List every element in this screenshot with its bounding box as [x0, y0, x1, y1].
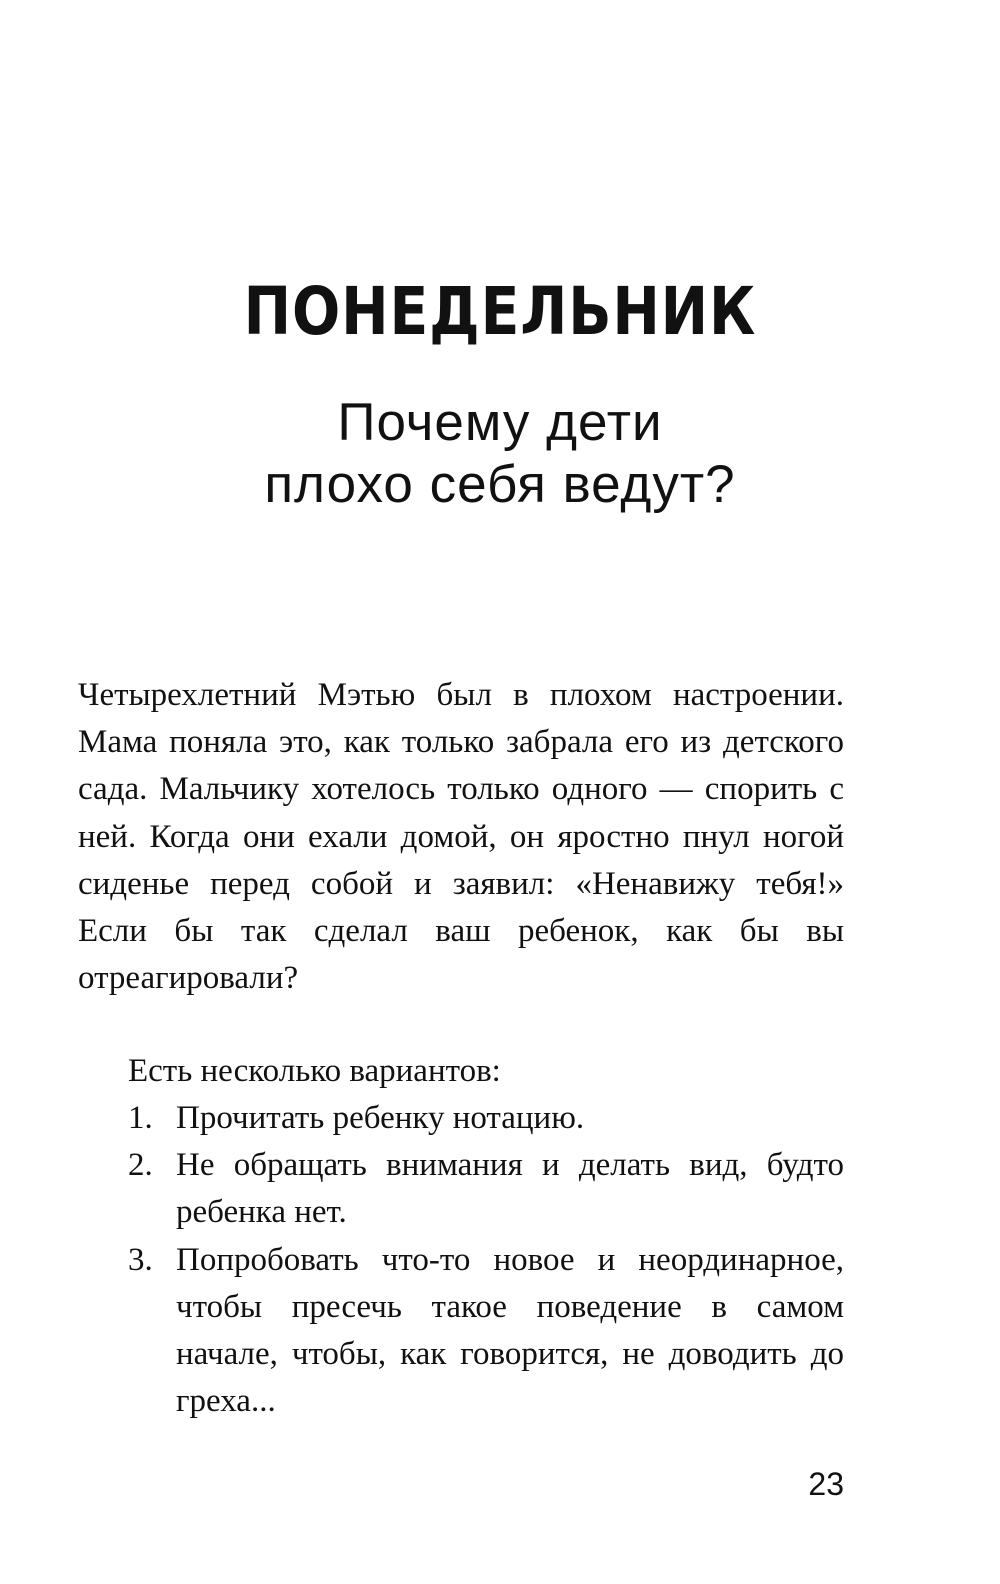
- list-item-number: 2.: [128, 1147, 153, 1184]
- subtitle-line-1: Почему дети: [337, 393, 663, 452]
- chapter-title: ПОНЕДЕЛЬНИК: [243, 273, 757, 350]
- options-lead: Есть несколько вариантов:: [128, 1053, 501, 1089]
- list-item-text: Прочитать ребенку нотацию.: [176, 1100, 585, 1136]
- list-item: [128, 1095, 844, 1142]
- options-list: [128, 1095, 844, 1425]
- page-number: 23: [808, 1466, 844, 1502]
- list-item-number: 1.: [128, 1100, 153, 1136]
- list-item-text: Попробовать что-то новое и неординарное, чтобы пресечь такое поведение в самом начале, чтобы, как говорится, не доводить до греха...: [176, 1241, 844, 1420]
- list-item: [128, 1142, 844, 1236]
- subtitle-line-2: плохо себя ведут?: [264, 455, 736, 514]
- list-item: [128, 1237, 844, 1426]
- list-item-number: 3.: [128, 1241, 153, 1278]
- chapter-subtitle: [0, 392, 1000, 516]
- list-item-text: Не обращать внимания и делать вид, будто ребенка нет.: [176, 1147, 844, 1231]
- intro-paragraph: Четырехлетний Мэтью был в плохом настроении. Мама поняла это, как только забрала его из детского сада. Мальчику хотелось только одного — спорить с ней. Когда они ехали домой, он яростно пнул ногой сиденье перед собой и заявил: «Ненавижу тебя!» Если бы так сделал ваш ребенок, как бы вы отреагировали?: [78, 677, 844, 997]
